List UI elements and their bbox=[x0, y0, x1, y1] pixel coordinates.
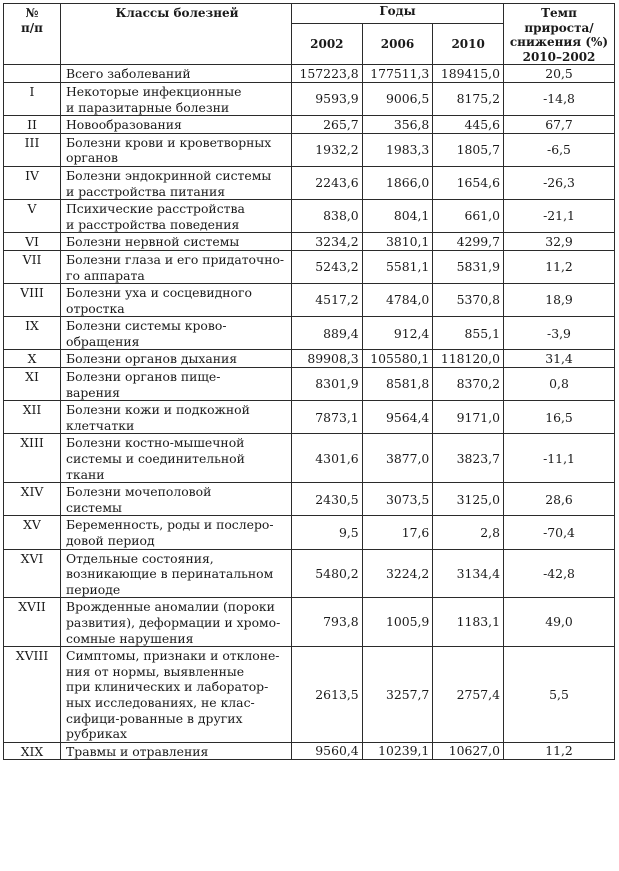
row-name: Болезни мочеполовой системы bbox=[61, 483, 292, 516]
row-num: VII bbox=[4, 250, 61, 283]
row-name: Новообразования bbox=[61, 116, 292, 134]
row-rate: 11,2 bbox=[504, 742, 615, 760]
table-row bbox=[4, 742, 615, 760]
row-num: XI bbox=[4, 368, 61, 401]
row-name: Болезни крови и кроветворных органов bbox=[61, 133, 292, 166]
row-2010: 2757,4 bbox=[433, 647, 504, 743]
row-name: Беременность, роды и послеро- довой период bbox=[61, 516, 292, 549]
row-2002: 9593,9 bbox=[292, 82, 363, 115]
row-num: XVI bbox=[4, 549, 61, 598]
row-rate: -3,9 bbox=[504, 317, 615, 350]
row-name: Симптомы, признаки и отклоне- ния от нормы, выявленные при клинических и лаборатор- ных исследованиях, не клас- сифици-рованные в других рубриках bbox=[61, 647, 292, 743]
header-years: Годы bbox=[292, 4, 504, 24]
total-2002: 157223,8 bbox=[292, 65, 363, 83]
row-2010: 855,1 bbox=[433, 317, 504, 350]
row-rate: -11,1 bbox=[504, 434, 615, 483]
row-2010: 3134,4 bbox=[433, 549, 504, 598]
table-row bbox=[4, 82, 615, 115]
row-num: X bbox=[4, 350, 61, 368]
table-row bbox=[4, 116, 615, 134]
row-rate: 11,2 bbox=[504, 250, 615, 283]
row-2006: 804,1 bbox=[362, 200, 433, 233]
row-name: Некоторые инфекционные и паразитарные болезни bbox=[61, 82, 292, 115]
header-num: № п/п bbox=[4, 4, 61, 65]
table-row bbox=[4, 549, 615, 598]
row-2010: 3823,7 bbox=[433, 434, 504, 483]
header-year-2002: 2002 bbox=[292, 24, 363, 65]
row-rate: 49,0 bbox=[504, 598, 615, 647]
table-row bbox=[4, 284, 615, 317]
total-rate: 20,5 bbox=[504, 65, 615, 83]
row-2006: 4784,0 bbox=[362, 284, 433, 317]
row-2006: 3810,1 bbox=[362, 233, 433, 251]
row-2010: 5370,8 bbox=[433, 284, 504, 317]
row-rate: -21,1 bbox=[504, 200, 615, 233]
row-2002: 265,7 bbox=[292, 116, 363, 134]
row-2006: 3073,5 bbox=[362, 483, 433, 516]
row-rate: 16,5 bbox=[504, 401, 615, 434]
row-2006: 17,6 bbox=[362, 516, 433, 549]
row-2010: 1654,6 bbox=[433, 166, 504, 199]
row-2006: 1866,0 bbox=[362, 166, 433, 199]
row-rate: 28,6 bbox=[504, 483, 615, 516]
table-row bbox=[4, 434, 615, 483]
header-year-2006: 2006 bbox=[362, 24, 433, 65]
row-2010: 1805,7 bbox=[433, 133, 504, 166]
row-name: Психические расстройства и расстройства поведения bbox=[61, 200, 292, 233]
row-2010: 2,8 bbox=[433, 516, 504, 549]
row-name: Болезни органов пище- варения bbox=[61, 368, 292, 401]
row-name: Болезни органов дыхания bbox=[61, 350, 292, 368]
row-name: Болезни системы крово- обращения bbox=[61, 317, 292, 350]
row-2002: 2243,6 bbox=[292, 166, 363, 199]
row-2006: 9006,5 bbox=[362, 82, 433, 115]
row-2002: 3234,2 bbox=[292, 233, 363, 251]
row-name: Болезни уха и сосцевидного отростка bbox=[61, 284, 292, 317]
row-2002: 9560,4 bbox=[292, 742, 363, 760]
table-row bbox=[4, 233, 615, 251]
row-2010: 4299,7 bbox=[433, 233, 504, 251]
row-name: Болезни кожи и подкожной клетчатки bbox=[61, 401, 292, 434]
row-num: II bbox=[4, 116, 61, 134]
row-2002: 9,5 bbox=[292, 516, 363, 549]
row-num: IX bbox=[4, 317, 61, 350]
row-2002: 5480,2 bbox=[292, 549, 363, 598]
row-rate: 18,9 bbox=[504, 284, 615, 317]
row-num: III bbox=[4, 133, 61, 166]
row-2002: 8301,9 bbox=[292, 368, 363, 401]
row-num: XIV bbox=[4, 483, 61, 516]
table-row bbox=[4, 647, 615, 743]
row-2006: 3877,0 bbox=[362, 434, 433, 483]
table-row bbox=[4, 133, 615, 166]
row-2006: 356,8 bbox=[362, 116, 433, 134]
table-row bbox=[4, 598, 615, 647]
table-row bbox=[4, 166, 615, 199]
row-2010: 5831,9 bbox=[433, 250, 504, 283]
row-num: XVII bbox=[4, 598, 61, 647]
row-2002: 89908,3 bbox=[292, 350, 363, 368]
row-rate: -6,5 bbox=[504, 133, 615, 166]
row-2010: 9171,0 bbox=[433, 401, 504, 434]
row-2006: 9564,4 bbox=[362, 401, 433, 434]
row-name: Болезни костно-мышечной системы и соединительной ткани bbox=[61, 434, 292, 483]
row-2006: 8581,8 bbox=[362, 368, 433, 401]
total-num bbox=[4, 65, 61, 83]
row-name: Отдельные состояния, возникающие в перинатальном периоде bbox=[61, 549, 292, 598]
row-rate: 0,8 bbox=[504, 368, 615, 401]
row-2002: 7873,1 bbox=[292, 401, 363, 434]
row-2006: 10239,1 bbox=[362, 742, 433, 760]
row-2002: 4301,6 bbox=[292, 434, 363, 483]
row-name: Травмы и отравления bbox=[61, 742, 292, 760]
total-2010: 189415,0 bbox=[433, 65, 504, 83]
table-row bbox=[4, 483, 615, 516]
row-2010: 8175,2 bbox=[433, 82, 504, 115]
row-2002: 5243,2 bbox=[292, 250, 363, 283]
row-num: VIII bbox=[4, 284, 61, 317]
row-2006: 5581,1 bbox=[362, 250, 433, 283]
row-2006: 105580,1 bbox=[362, 350, 433, 368]
total-label: Всего заболеваний bbox=[61, 65, 292, 83]
row-2002: 838,0 bbox=[292, 200, 363, 233]
row-num: XIII bbox=[4, 434, 61, 483]
table-row bbox=[4, 516, 615, 549]
row-rate: -70,4 bbox=[504, 516, 615, 549]
row-rate: 67,7 bbox=[504, 116, 615, 134]
row-rate: -26,3 bbox=[504, 166, 615, 199]
table-row bbox=[4, 368, 615, 401]
table-row bbox=[4, 317, 615, 350]
row-name: Болезни нервной системы bbox=[61, 233, 292, 251]
row-2002: 889,4 bbox=[292, 317, 363, 350]
table-row bbox=[4, 350, 615, 368]
row-num: V bbox=[4, 200, 61, 233]
row-2010: 118120,0 bbox=[433, 350, 504, 368]
row-2010: 8370,2 bbox=[433, 368, 504, 401]
header-year-2010: 2010 bbox=[433, 24, 504, 65]
row-2006: 1983,3 bbox=[362, 133, 433, 166]
row-2010: 1183,1 bbox=[433, 598, 504, 647]
row-name: Врожденные аномалии (пороки развития), деформации и хромо- сомные нарушения bbox=[61, 598, 292, 647]
row-rate: -42,8 bbox=[504, 549, 615, 598]
row-num: XVIII bbox=[4, 647, 61, 743]
row-num: I bbox=[4, 82, 61, 115]
row-2006: 3257,7 bbox=[362, 647, 433, 743]
row-2010: 445,6 bbox=[433, 116, 504, 134]
row-2002: 2613,5 bbox=[292, 647, 363, 743]
row-num: IV bbox=[4, 166, 61, 199]
row-2006: 3224,2 bbox=[362, 549, 433, 598]
row-rate: 32,9 bbox=[504, 233, 615, 251]
row-rate: 5,5 bbox=[504, 647, 615, 743]
row-rate: 31,4 bbox=[504, 350, 615, 368]
table-row bbox=[4, 250, 615, 283]
row-2010: 10627,0 bbox=[433, 742, 504, 760]
row-num: XIX bbox=[4, 742, 61, 760]
row-2002: 4517,2 bbox=[292, 284, 363, 317]
row-name: Болезни глаза и его придаточно- го аппарата bbox=[61, 250, 292, 283]
total-2006: 177511,3 bbox=[362, 65, 433, 83]
header-classes: Классы болезней bbox=[61, 4, 292, 65]
row-2010: 3125,0 bbox=[433, 483, 504, 516]
row-num: XV bbox=[4, 516, 61, 549]
row-2006: 912,4 bbox=[362, 317, 433, 350]
row-num: VI bbox=[4, 233, 61, 251]
total-row bbox=[4, 65, 615, 83]
row-num: XII bbox=[4, 401, 61, 434]
table-row bbox=[4, 200, 615, 233]
header-rate: Темп прироста/ снижения (%) 2010–2002 bbox=[504, 4, 615, 65]
row-2006: 1005,9 bbox=[362, 598, 433, 647]
row-2002: 1932,2 bbox=[292, 133, 363, 166]
row-2002: 2430,5 bbox=[292, 483, 363, 516]
row-rate: -14,8 bbox=[504, 82, 615, 115]
table-row bbox=[4, 401, 615, 434]
disease-table bbox=[3, 3, 615, 760]
row-2002: 793,8 bbox=[292, 598, 363, 647]
row-2010: 661,0 bbox=[433, 200, 504, 233]
row-name: Болезни эндокринной системы и расстройства питания bbox=[61, 166, 292, 199]
